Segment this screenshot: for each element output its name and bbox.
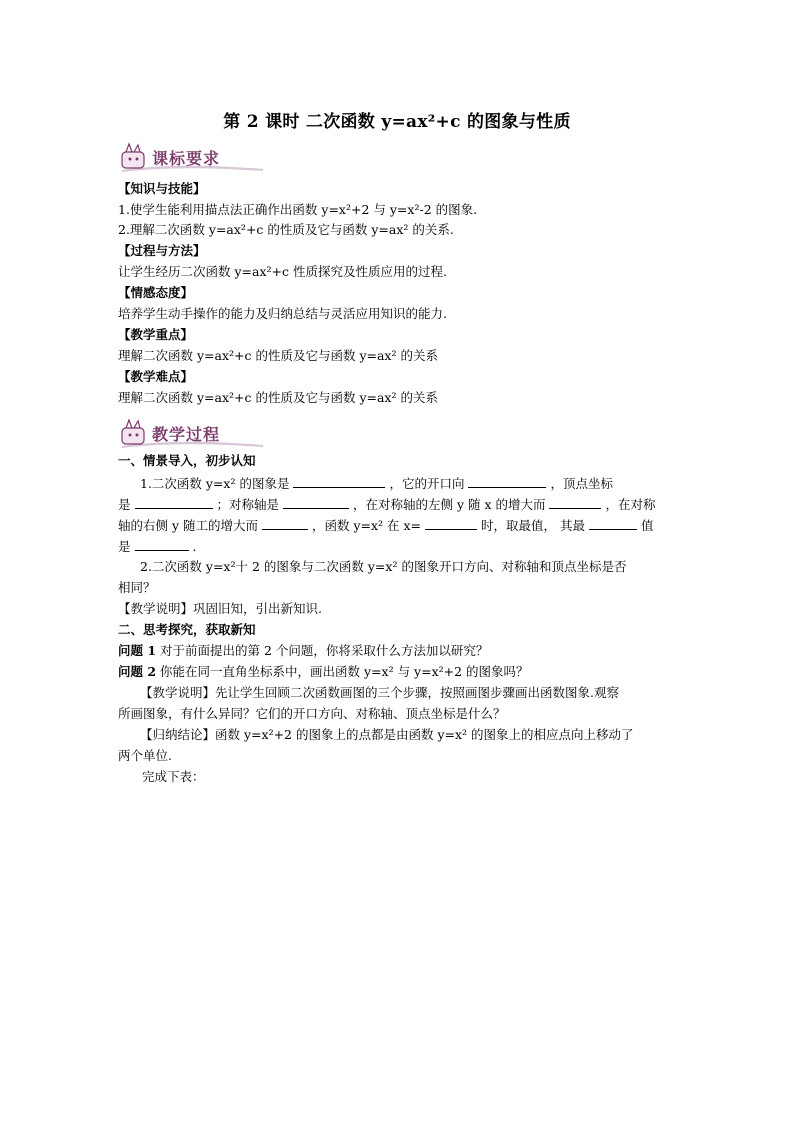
section-banner-standards	[118, 142, 268, 172]
teaching-note-2-line-2: 所画图象，有什么异同？它们的开口方向、对称轴、顶点坐标是什么？	[118, 706, 506, 721]
section-banner-process	[118, 418, 268, 448]
heading-attitude: 【情感态度】	[118, 285, 194, 300]
question-2-line-2: 相同？	[118, 580, 156, 595]
question-1-line-1	[118, 474, 700, 493]
heading-key-point: 【教学重点】	[118, 327, 194, 342]
section-heading-intro: 一、情景导入，初步认知	[118, 453, 256, 468]
question-2-line-1: 2.二次函数 y=x²十 2 的图象与二次函数 y=x² 的图象开口方向、对称轴和顶点坐标是否	[140, 559, 627, 574]
question-text: 轴的右侧 y 随工的增大而	[118, 518, 259, 533]
problem-1	[118, 642, 678, 660]
problem-label: 问题 1	[118, 643, 157, 658]
section-heading-explore: 二、思考探究，获取新知	[118, 622, 256, 637]
note-text: 先让学生回顾二次函数画图的三个步骤，按照画图步骤画出函数图象.观察	[215, 685, 619, 700]
answer-blank[interactable]	[425, 516, 477, 530]
conclusion-label: 【归纳结论】	[140, 727, 216, 742]
note-text: 巩固旧知，引出新知识.	[193, 601, 322, 616]
question-text: 是	[118, 497, 131, 512]
answer-blank[interactable]	[135, 537, 189, 551]
question-text: 值	[640, 518, 654, 533]
note-label: 【教学说明】	[118, 601, 194, 616]
question-text: ，函数 y=x² 在 x=	[311, 518, 422, 533]
conclusion-line-1	[118, 726, 700, 744]
note-label: 【教学说明】	[140, 685, 216, 700]
answer-blank[interactable]	[135, 495, 213, 509]
heading-difficulty: 【教学难点】	[118, 369, 194, 384]
question-text: 时，取最值， 其最	[481, 518, 585, 533]
text-line: 1.使学生能利用描点法正确作出函数 y=x²+2 与 y=x²-2 的图象.	[118, 202, 478, 217]
answer-blank[interactable]	[283, 495, 349, 509]
question-text: .	[192, 539, 197, 554]
conclusion-line-2: 两个单位.	[118, 748, 172, 763]
problem-label: 问题 2	[118, 664, 157, 679]
heading-knowledge: 【知识与技能】	[118, 181, 206, 196]
question-text: 1.二次函数 y=x² 的图象是	[140, 476, 290, 491]
question-text: ；对称轴是	[216, 497, 279, 512]
teaching-note-1	[118, 600, 678, 618]
text-line: 2.理解二次函数 y=ax²+c 的性质及它与函数 y=ax² 的关系.	[118, 222, 454, 237]
answer-blank[interactable]	[589, 516, 637, 530]
instruction-complete-table: 完成下表：	[142, 769, 205, 784]
problem-2	[118, 663, 678, 681]
question-text: ，它的开口向	[389, 476, 465, 491]
answer-blank[interactable]	[262, 516, 308, 530]
question-1-line-4	[118, 537, 678, 556]
question-1-line-3	[118, 516, 678, 535]
answer-blank[interactable]	[549, 495, 601, 509]
question-text: ，顶点坐标	[550, 476, 613, 491]
banner-label-standards: 课标要求	[152, 149, 221, 168]
question-text: 是	[118, 539, 131, 554]
text-line: 理解二次函数 y=ax²+c 的性质及它与函数 y=ax² 的关系	[118, 390, 438, 405]
text-line: 培养学生动手操作的能力及归纳总结与灵活应用知识的能力.	[118, 306, 447, 321]
question-text: ，在对称轴的左侧 y 随 x 的增大而	[352, 497, 546, 512]
question-text: ，在对称	[605, 497, 656, 512]
banner-label-process: 教学过程	[152, 425, 221, 444]
question-1-line-2	[118, 495, 678, 514]
heading-process: 【过程与方法】	[118, 243, 206, 258]
problem-text: 对于前面提出的第 2 个问题，你将采取什么方法加以研究？	[156, 643, 489, 658]
page-title: 第 2 课时 二次函数 y=ax²+c 的图象与性质	[223, 112, 571, 132]
teaching-note-2-line-1	[118, 684, 700, 702]
answer-blank[interactable]	[293, 474, 385, 488]
text-line: 让学生经历二次函数 y=ax²+c 性质探究及性质应用的过程.	[118, 264, 447, 279]
conclusion-text: 函数 y=x²+2 的图象上的点都是由函数 y=x² 的图象上的相应点向上移动了	[215, 727, 634, 742]
problem-text: 你能在同一直角坐标系中，画出函数 y=x² 与 y=x²+2 的图象吗？	[156, 664, 529, 679]
text-line: 理解二次函数 y=ax²+c 的性质及它与函数 y=ax² 的关系	[118, 348, 438, 363]
answer-blank[interactable]	[468, 474, 546, 488]
